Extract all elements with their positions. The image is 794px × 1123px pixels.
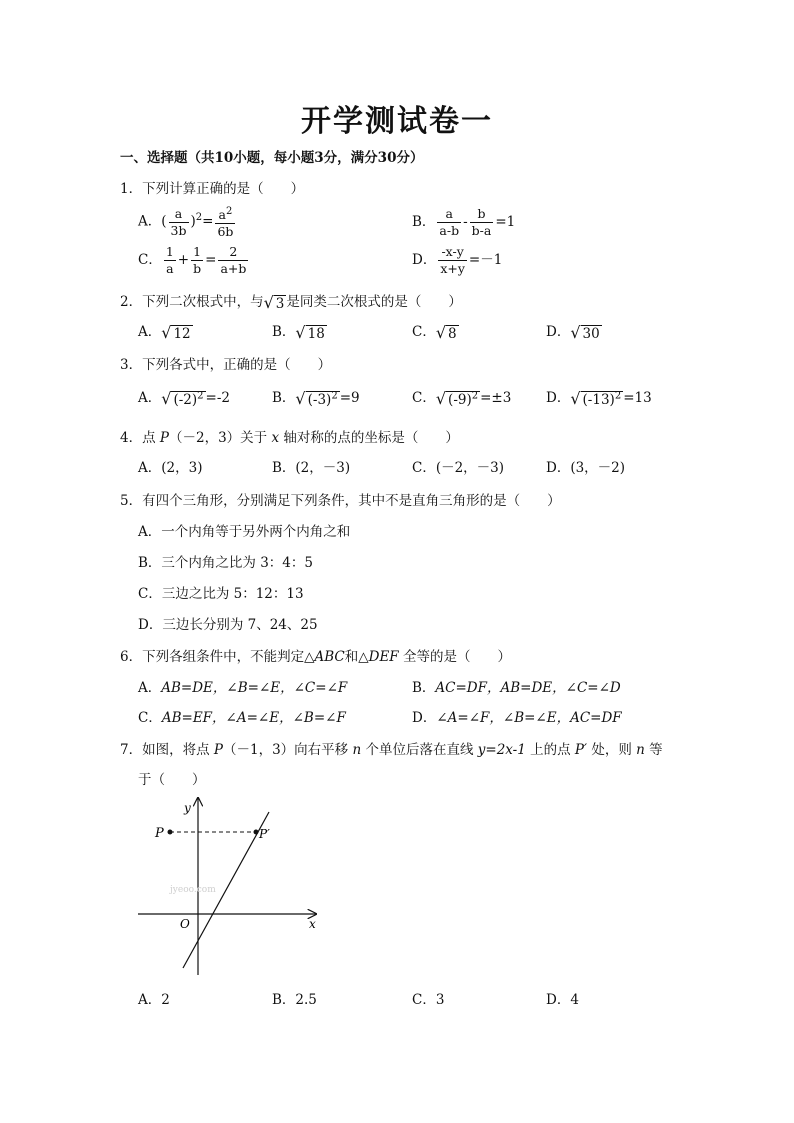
q4-option-d: D．(3，－2) <box>546 460 626 476</box>
q5-option-a: A．一个内角等于另外两个内角之和 <box>138 524 351 540</box>
q2-stem: 2．下列二次根式中，与√ 3 是同类二次根式的是（ ） <box>120 293 462 312</box>
q6-option-b: B．AC=DF，AB=DE，∠C=∠D <box>412 680 621 696</box>
q7-option-a: A．2 <box>138 992 170 1008</box>
fraction: $\frac{1}{b}$ <box>193 244 202 276</box>
q3-option-c: C．√ $(-9)^2 =\pm 3$ <box>412 389 512 408</box>
q7-figure <box>130 790 330 980</box>
q1-option-a: A．( $\frac{a}{3b}$ )$^2$= $\frac{a^2}{6b}$ <box>138 205 234 240</box>
q6-option-d: D．∠A=∠F，∠B=∠E，AC=DF <box>412 710 622 726</box>
q6-option-c: C．AB=EF，∠A=∠E，∠B=∠F <box>138 710 346 726</box>
q2-option-d: D．√ 30 <box>546 323 600 342</box>
fraction: $\frac{-x-y}{x+y}$ <box>440 244 465 276</box>
q4-option-a: A．(2，3) <box>138 460 203 476</box>
q4-stem: 4．点 P（－2，3）关于 x 轴对称的点的坐标是（ ） <box>120 430 459 446</box>
q6-stem: 6．下列各组条件中，不能判定△ABC和△DEF 全等的是（ ） <box>120 649 511 665</box>
watermark: jyeoo.com <box>170 885 216 895</box>
q1-option-b: B． $\frac{a}{a-b}$ - $\frac{b}{b-a}$ =1 <box>412 206 516 238</box>
point-p-prime <box>254 830 259 835</box>
fraction: $\frac{1}{a}$ <box>165 244 174 276</box>
q2-option-c: C．√ 8 <box>412 323 457 342</box>
point-p-prime-label: P′ <box>259 827 270 841</box>
q7-option-d: D．4 <box>546 992 579 1008</box>
origin-label: O <box>180 917 190 931</box>
q5-option-d: D．三边长分别为 7、24、25 <box>138 617 318 633</box>
q3-stem: 3．下列各式中，正确的是（ ） <box>120 357 332 373</box>
radical: √ 12 <box>161 323 191 342</box>
q3-option-a: A．√ $(-2)^2 =-2$ <box>138 389 230 408</box>
point-p-label: P <box>155 826 164 841</box>
fraction: $\frac{2}{a+b}$ <box>220 244 247 276</box>
q2-option-b: B．√ 18 <box>272 323 325 342</box>
radical: √ $(-3)^2$ <box>295 389 338 408</box>
radical: √ $(-13)^2$ <box>570 389 622 408</box>
q3-option-d: D．√ $(-13)^2 =13$ <box>546 389 652 408</box>
radical: √ 18 <box>295 323 325 342</box>
q7-option-c: C．3 <box>412 992 445 1008</box>
q1-option-d: D． $\frac{-x-y}{x+y}$ =－1 <box>412 244 503 276</box>
radical: √ $(-9)^2$ <box>435 389 479 408</box>
q4-option-b: B．(2，－3) <box>272 460 351 476</box>
q1-stem: 1．下列计算正确的是（ ） <box>120 181 305 197</box>
page-title: 开学测试卷一 <box>301 104 493 139</box>
q7-stem-line2: 于（ ） <box>138 772 206 788</box>
q1-option-c: C． $\frac{1}{a}$ + $\frac{1}{b}$ = $\frac{2}{a+b}$ <box>138 244 247 276</box>
fraction: $\frac{b}{b-a}$ <box>471 206 492 238</box>
q7-stem-line1: 7．如图，将点 P（－1，3）向右平移 n 个单位后落在直线 y=2x-1 上的点 P′ 处，则 n 等 <box>120 742 663 758</box>
q7-option-b: B．2.5 <box>272 992 317 1008</box>
q3-option-b: B．√ $(-3)^2 =9$ <box>272 389 360 408</box>
q5-option-b: B．三个内角之比为 3：4：5 <box>138 555 313 571</box>
fraction: $\frac{a}{a-b}$ <box>439 206 460 238</box>
radical: √ 30 <box>570 323 600 342</box>
point-p <box>168 830 173 835</box>
section-heading: 一、选择题（共10小题，每小题3分，满分30分） <box>120 150 424 166</box>
q6-option-a: A．AB=DE，∠B=∠E，∠C=∠F <box>138 680 348 696</box>
q2-option-a: A．√ 12 <box>138 323 191 342</box>
q4-option-c: C．(－2，－3) <box>412 460 505 476</box>
q5-stem: 5．有四个三角形，分别满足下列条件，其中不是直角三角形的是（ ） <box>120 493 561 509</box>
x-axis-label: x <box>309 917 316 931</box>
fraction: $\frac{a^2}{6b}$ <box>217 206 234 240</box>
radical: √ $(-2)^2$ <box>161 389 204 408</box>
y-axis-label: y <box>184 801 191 815</box>
fraction: $\frac{a}{3b}$ <box>170 205 187 238</box>
q5-option-c: C．三边之比为 5：12：13 <box>138 586 304 602</box>
radical: √ 8 <box>435 323 457 342</box>
radical: √ 3 <box>263 293 285 312</box>
